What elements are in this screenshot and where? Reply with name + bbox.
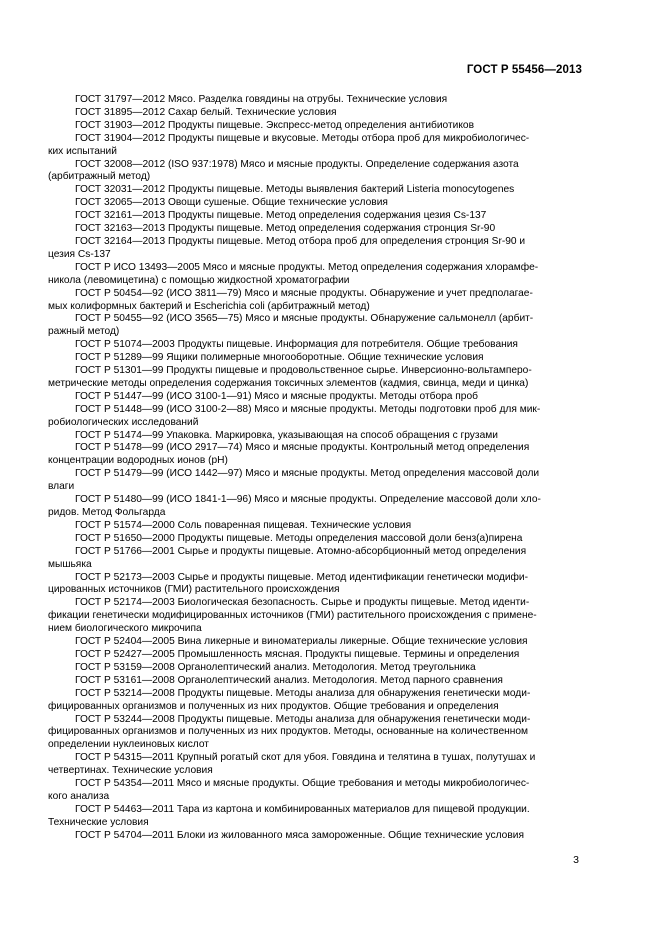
reference-line: ГОСТ Р 53159—2008 Органолептический анализ. Методология. Метод треугольника xyxy=(75,661,476,673)
reference-line: ГОСТ Р 51650—2000 Продукты пищевые. Методы определения массовой доли бенз(а)пирена xyxy=(75,532,523,544)
reference-entry xyxy=(75,636,582,649)
reference-line-continuation: влаги xyxy=(48,481,75,493)
reference-line-continuation: мых колиформных бактерий и Escherichia coli (арбитражный метод) xyxy=(48,300,370,312)
reference-entry xyxy=(75,210,582,223)
reference-line: ГОСТ Р 51447—99 (ИСО 3100-1—91) Мясо и мясные продукты. Методы отбора проб xyxy=(75,390,478,402)
reference-entry xyxy=(48,132,582,159)
reference-entry xyxy=(75,830,582,843)
reference-line: ГОСТ 31797—2012 Мясо. Разделка говядины на отрубы. Технические условия xyxy=(75,94,448,105)
reference-line: ГОСТ Р 52404—2005 Вина ликерные и виноматериалы ликерные. Общие технические условия xyxy=(75,636,528,648)
reference-line: ГОСТ 31904—2012 Продукты пищевые и вкусовые. Методы отбора проб для микробиологичес- xyxy=(75,132,530,144)
reference-line: ГОСТ 32031—2012 Продукты пищевые. Методы выявления бактерий Listeria monocytogenes xyxy=(75,184,515,196)
reference-line: ГОСТ 32008—2012 (ISO 937:1978) Мясо и мясные продукты. Определение содержания азота xyxy=(75,158,519,170)
reference-entry xyxy=(48,545,582,572)
reference-entry xyxy=(75,223,582,236)
reference-entry xyxy=(48,752,582,778)
reference-entry xyxy=(75,352,582,365)
reference-line-continuation: фикации генетически модифицированных источников (ГМИ) растительного происхождения с примене- xyxy=(48,610,537,622)
reference-entry xyxy=(75,184,582,197)
page-number: 3 xyxy=(573,854,579,866)
reference-entry xyxy=(75,533,582,546)
reference-line: ГОСТ Р 54354—2011 Мясо и мясные продукты. Общие требования и методы микробиологичес- xyxy=(75,778,530,790)
reference-line: ГОСТ 32065—2013 Овощи сушеные. Общие технические условия xyxy=(75,197,388,209)
reference-line: ГОСТ Р 53214—2008 Продукты пищевые. Методы анализа для обнаружения генетически моди- xyxy=(75,687,531,699)
reference-line: ГОСТ 31903—2012 Продукты пищевые. Экспресс-метод определения антибиотиков xyxy=(75,119,474,131)
reference-entry xyxy=(75,107,582,120)
reference-line: ГОСТ Р 51301—99 Продукты пищевые и продовольственное сырье. Инверсионно-вольтамперо- xyxy=(75,365,532,377)
document-header: ГОСТ Р 55456—2013 xyxy=(466,64,582,76)
reference-entry xyxy=(48,713,582,753)
reference-entry xyxy=(48,494,582,520)
reference-entry xyxy=(48,571,582,598)
reference-line: ГОСТ Р ИСО 13493—2005 Мясо и мясные продукты. Метод определения содержания хлорамфе- xyxy=(75,261,539,273)
reference-entry xyxy=(75,120,582,133)
reference-entry xyxy=(48,261,582,288)
reference-entry xyxy=(48,313,582,339)
reference-entry xyxy=(48,403,582,430)
reference-line-continuation: нием биологического микрочипа xyxy=(48,623,202,635)
reference-line: ГОСТ Р 51474—99 Упаковка. Маркировка, указывающая на способ обращения с грузами xyxy=(75,429,498,441)
reference-entry xyxy=(75,520,582,533)
reference-line-continuation: ражный метод) xyxy=(48,326,120,338)
reference-line: ГОСТ Р 50455—92 (ИСО 3565—75) Мясо и мясные продукты. Обнаружение сальмонелл (арбит- xyxy=(75,313,534,325)
reference-line-continuation: мышьяка xyxy=(48,558,92,570)
reference-entry xyxy=(75,197,582,210)
reference-entry xyxy=(48,597,582,636)
reference-line: ГОСТ Р 51766—2001 Сырье и продукты пищевые. Атомно-абсорбционный метод определения xyxy=(75,545,527,557)
reference-entry xyxy=(75,339,582,352)
reference-entry xyxy=(75,94,582,107)
reference-line-continuation: Технические условия xyxy=(48,816,149,828)
reference-line: ГОСТ 32164—2013 Продукты пищевые. Метод отбора проб для определения стронция Sr-90 и xyxy=(75,235,526,247)
reference-line-continuation: (арбитражный метод) xyxy=(48,171,151,183)
reference-entry xyxy=(48,687,582,714)
reference-line: ГОСТ Р 50454—92 (ИСО 3811—79) Мясо и мясные продукты. Обнаружение и учет предполагае- xyxy=(75,287,533,299)
reference-line: ГОСТ 32161—2013 Продукты пищевые. Метод определения содержания цезия Cs-137 xyxy=(75,210,487,222)
reference-line: ГОСТ Р 51074—2003 Продукты пищевые. Информация для потребителя. Общие требования xyxy=(75,339,518,351)
reference-line: ГОСТ Р 54704—2011 Блоки из жилованного мяса замороженные. Общие технические условия xyxy=(75,829,524,841)
reference-line: ГОСТ Р 53244—2008 Продукты пищевые. Методы анализа для обнаружения генетически моди- xyxy=(75,713,531,725)
reference-entry xyxy=(48,442,582,468)
reference-line-continuation: никола (левомицетина) с помощью жидкостной хроматографии xyxy=(48,274,350,286)
reference-line-continuation: кого анализа xyxy=(48,790,110,802)
reference-line-continuation: метрические методы определения содержания токсичных элементов (кадмия, свинца, меди и цинка) xyxy=(48,377,529,389)
reference-entry xyxy=(48,468,582,494)
reference-line: ГОСТ Р 51478—99 (ИСО 2917—74) Мясо и мясные продукты. Контрольный метод определения xyxy=(75,442,530,454)
reference-line-continuation: цезия Cs-137 xyxy=(48,248,111,260)
reference-line-continuation: ридов. Метод Фольгарда xyxy=(48,507,166,518)
reference-line-continuation: четвертинах. Технические условия xyxy=(48,765,213,777)
reference-entry xyxy=(75,391,582,404)
reference-line: ГОСТ Р 51289—99 Ящики полимерные многооборотные. Общие технические условия xyxy=(75,352,484,364)
reference-line: ГОСТ Р 52174—2003 Биологическая безопасность. Сырье и продукты пищевые. Метод иденти- xyxy=(75,597,530,609)
reference-entry xyxy=(48,365,582,391)
reference-entry xyxy=(75,675,582,688)
reference-entry xyxy=(48,235,582,262)
reference-entry xyxy=(48,778,582,804)
reference-line: ГОСТ 32163—2013 Продукты пищевые. Метод определения содержания стронция Sr-90 xyxy=(75,223,496,235)
reference-entry xyxy=(48,287,582,314)
reference-line: ГОСТ Р 54315—2011 Крупный рогатый скот для убоя. Говядина и телятина в тушах, полутушах и xyxy=(75,752,536,764)
reference-line: ГОСТ 31895—2012 Сахар белый. Технические условия xyxy=(75,106,337,118)
reference-line: ГОСТ Р 52173—2003 Сырье и продукты пищевые. Метод идентификации генетически модифи- xyxy=(75,571,529,583)
reference-line: ГОСТ Р 51574—2000 Соль поваренная пищевая. Технические условия xyxy=(75,519,412,531)
reference-entry xyxy=(75,649,582,662)
reference-line-continuation: ких испытаний xyxy=(48,145,117,157)
reference-entry xyxy=(75,662,582,675)
reference-line: ГОСТ Р 52427—2005 Промышленность мясная. Продукты пищевые. Термины и определения xyxy=(75,648,520,660)
reference-entry xyxy=(75,430,582,443)
reference-line: ГОСТ Р 54463—2011 Тара из картона и комбинированных материалов для пищевой продукции. xyxy=(75,803,530,815)
reference-line: ГОСТ Р 51479—99 (ИСО 1442—97) Мясо и мясные продукты. Метод определения массовой доли xyxy=(75,468,540,480)
reference-line: ГОСТ Р 51480—99 (ИСО 1841-1—96) Мясо и мясные продукты. Определение массовой доли хло- xyxy=(75,494,541,506)
reference-entry xyxy=(48,158,582,185)
reference-line: ГОСТ Р 53161—2008 Органолептический анализ. Методология. Метод парного сравнения xyxy=(75,674,503,686)
reference-line-continuation: цированных источников (ГМИ) растительного происхождения xyxy=(48,584,340,596)
reference-line-continuation: концентрации водородных ионов (pH) xyxy=(48,455,228,467)
reference-line-continuation: определении нуклеиновых кислот xyxy=(48,739,209,751)
reference-line: ГОСТ Р 51448—99 (ИСО 3100-2—88) Мясо и мясные продукты. Методы подготовки проб для мик- xyxy=(75,403,541,415)
reference-line-continuation: робиологических исследований xyxy=(48,416,199,428)
reference-line-continuation: фицированных организмов и полученных из них продуктов. Общие требования и определения xyxy=(48,700,499,712)
reference-list xyxy=(48,94,582,843)
reference-line-continuation: фицированных организмов и полученных из них продуктов. Методы, основанные на количественном xyxy=(48,726,529,738)
reference-entry xyxy=(48,803,582,830)
